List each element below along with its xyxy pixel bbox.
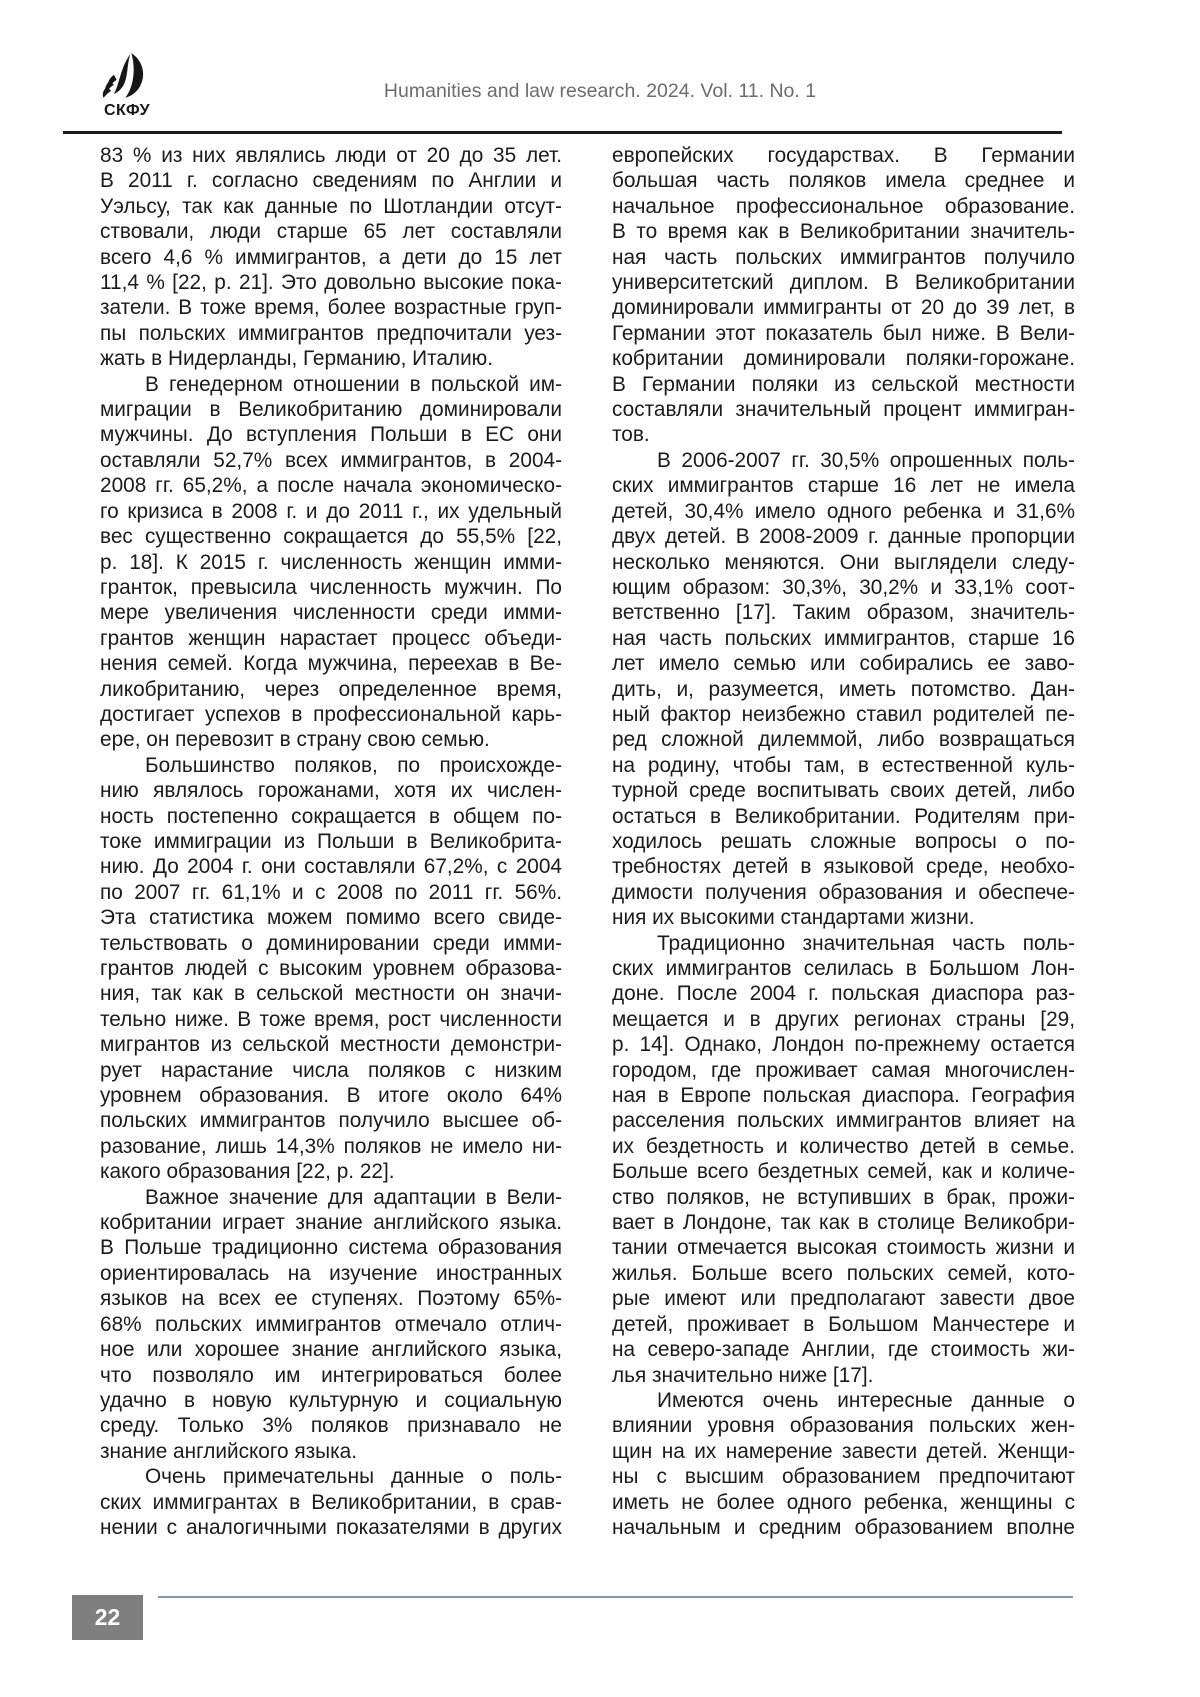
text-line: грантов людей с высоким уровнем образова- bbox=[100, 957, 562, 980]
text-line: влиянии уровня образования польских жен- bbox=[612, 1414, 1075, 1438]
text-line: ный фактор неизбежно ставил родителей пе- bbox=[612, 702, 1075, 726]
text-line: нию являлось горожанами, хотя их числен- bbox=[100, 779, 562, 803]
text-line: доне. После 2004 г. польская диаспора раз- bbox=[612, 982, 1075, 1006]
text-line: тельно ниже. В тоже время, рост численности bbox=[100, 1007, 562, 1031]
page-number-badge: 22 bbox=[72, 1595, 143, 1640]
text-line: рует нарастание числа поляков с низким bbox=[100, 1058, 562, 1082]
text-line: ная в Европе польская диаспора. География bbox=[612, 1084, 1075, 1108]
text-line: детей, проживает в Большом Манчестере и bbox=[612, 1312, 1075, 1336]
text-line: по 2007 гг. 61,1% и с 2008 по 2011 гг. 56%. bbox=[100, 880, 562, 904]
text-line: ны с высшим образованием предпочитают bbox=[612, 1465, 1075, 1489]
text-line: дить, и, разумеется, иметь потомство. Дан- bbox=[612, 677, 1075, 701]
text-line: университетский диплом. В Великобритании bbox=[612, 271, 1075, 295]
text-line: ходилось решать сложные вопросы о по- bbox=[612, 829, 1075, 853]
text-line: го кризиса в 2008 г. и до 2011 г., их удельный bbox=[100, 499, 562, 523]
text-line: Германии этот показатель был ниже. В Вели- bbox=[612, 321, 1075, 345]
text-line: пы польских иммигрантов предпочитали уез- bbox=[100, 321, 562, 345]
text-line: вес существенно сокращается до 55,5% [22, bbox=[100, 525, 562, 549]
text-line: остаться в Великобритании. Родителям при- bbox=[612, 804, 1075, 828]
text-line: миграции в Великобританию доминировали bbox=[100, 398, 562, 422]
text-line: на северо-западе Англии, где стоимость жи- bbox=[612, 1338, 1075, 1362]
text-line: ских иммигрантов старше 16 лет не имела bbox=[612, 474, 1075, 498]
text-line: несколько меняются. Они выглядели следу- bbox=[612, 550, 1075, 574]
text-line: нию. До 2004 г. они составляли 67,2%, с 2004 bbox=[100, 855, 562, 879]
text-line: рые имеют или предполагают завести двое bbox=[612, 1287, 1075, 1311]
text-line: ность постепенно сокращается в общем по- bbox=[100, 804, 562, 828]
text-line: детей, 30,4% имело одного ребенка и 31,6% bbox=[612, 499, 1075, 523]
text-line: городом, где проживает самая многочислен- bbox=[612, 1058, 1075, 1082]
text-line: тов. bbox=[612, 423, 650, 447]
text-line: мужчины. До вступления Польши в ЕС они bbox=[100, 423, 562, 447]
text-line: ских иммигрантов селилась в Большом Лон- bbox=[612, 957, 1075, 980]
text-line: большая часть поляков имела среднее и bbox=[612, 169, 1075, 193]
text-line: мигрантов из сельской местности демонстри- bbox=[100, 1033, 562, 1057]
text-line: жилья. Больше всего польских семей, кото- bbox=[612, 1261, 1075, 1285]
text-line: Имеются очень интересные данные о bbox=[657, 1388, 1075, 1412]
text-line: гранток, превысила численность мужчин. По bbox=[100, 575, 562, 599]
text-line: В 2011 г. согласно сведениям по Англии и bbox=[100, 169, 562, 193]
text-line: их бездетность и количество детей в семье. bbox=[612, 1134, 1075, 1158]
text-line: разование, лишь 14,3% поляков не имело ни- bbox=[100, 1134, 562, 1158]
text-line: что позволяло им интегрироваться более bbox=[100, 1363, 562, 1387]
text-line: удачно в новую культурную и социальную bbox=[100, 1388, 562, 1412]
text-line: ния их высокими стандартами жизни. bbox=[612, 906, 975, 930]
text-line: В Германии поляки из сельской местности bbox=[612, 372, 1075, 396]
text-column-left bbox=[100, 143, 562, 1540]
text-line: В 2006-2007 гг. 30,5% опрошенных поль- bbox=[657, 448, 1075, 472]
text-line: нения семей. Когда мужчина, переехав в Ве- bbox=[100, 652, 562, 676]
text-line: ствовали, люди старше 65 лет составляли bbox=[100, 220, 562, 244]
text-line: европейских государствах. В Германии bbox=[612, 144, 1075, 167]
text-line: ния, так как в сельской местности он значи- bbox=[100, 982, 562, 1006]
text-line: какого образования [22, p. 22]. bbox=[100, 1160, 395, 1184]
text-line: мещается и в других регионах страны [29, bbox=[612, 1007, 1075, 1031]
text-line: ориентировалась на изучение иностранных bbox=[100, 1261, 562, 1285]
text-line: достигает успехов в профессиональной карь- bbox=[100, 702, 562, 726]
text-line: ских иммигрантах в Великобритании, в срав- bbox=[100, 1490, 562, 1514]
text-line: лет имело семью или собирались ее заво- bbox=[612, 652, 1075, 676]
text-line: 83 % из них являлись люди от 20 до 35 лет. bbox=[100, 144, 562, 167]
text-line: ная часть польских иммигрантов получило bbox=[612, 245, 1075, 269]
text-line: ное или хорошее знание английского языка, bbox=[100, 1338, 562, 1362]
text-line: доминировали иммигранты от 20 до 39 лет, в bbox=[612, 296, 1075, 320]
text-line: Большинство поляков, по происхожде- bbox=[145, 753, 562, 777]
journal-title: Humanities and law research. 2024. Vol. 11. No. 1 bbox=[383, 80, 817, 102]
text-line: В то время как в Великобритании значитель- bbox=[612, 220, 1075, 244]
text-column-right bbox=[612, 143, 1075, 1540]
text-line: Больше всего бездетных семей, как и количе- bbox=[612, 1160, 1075, 1184]
text-line: ная часть польских иммигрантов, старше 16 bbox=[612, 626, 1075, 650]
text-line: ство поляков, не вступивших в брак, прожи- bbox=[612, 1185, 1075, 1209]
footer-rule bbox=[158, 1596, 1073, 1598]
text-line: Очень примечательны данные о поль- bbox=[145, 1465, 562, 1489]
text-line: тании отмечается высокая стоимость жизни и bbox=[612, 1236, 1075, 1260]
text-line: начальное профессиональное образование. bbox=[612, 194, 1075, 218]
text-line: расселения польских иммигрантов влияет на bbox=[612, 1109, 1075, 1133]
text-line: p. 14]. Однако, Лондон по-прежнему остается bbox=[612, 1033, 1075, 1057]
text-line: языков на всех ее ступенях. Поэтому 65%- bbox=[100, 1287, 562, 1311]
text-line: нении с аналогичными показателями в других bbox=[100, 1515, 562, 1539]
text-line: всего 4,6 % иммигрантов, а дети до 15 лет bbox=[100, 245, 562, 269]
text-line: димости получения образования и обеспече- bbox=[612, 880, 1075, 904]
text-line: Традиционно значительная часть поль- bbox=[657, 931, 1075, 955]
text-line: В Польше традиционно система образования bbox=[100, 1236, 562, 1260]
text-line: 2008 гг. 65,2%, а после начала экономическо- bbox=[100, 474, 562, 498]
text-line: щин на их намерение завести детей. Женщи- bbox=[612, 1439, 1075, 1463]
header-rule bbox=[63, 131, 1062, 134]
text-line: лья значительно ниже [17]. bbox=[612, 1363, 874, 1387]
text-line: двух детей. В 2008-2009 г. данные пропорции bbox=[612, 525, 1075, 549]
text-line: затели. В тоже время, более возрастные груп- bbox=[100, 296, 562, 320]
text-line: токе иммиграции из Польши в Великобрита- bbox=[100, 829, 562, 853]
text-line: уровнем образования. В итоге около 64% bbox=[100, 1084, 562, 1108]
text-line: вает в Лондоне, так как в столице Великобри- bbox=[612, 1211, 1075, 1235]
text-line: начальным и средним образованием вполне bbox=[612, 1515, 1075, 1539]
text-line: p. 18]. К 2015 г. численность женщин имми- bbox=[100, 550, 562, 574]
text-line: турной среде воспитывать своих детей, либо bbox=[612, 779, 1075, 803]
text-line: ветственно [17]. Таким образом, значитель- bbox=[612, 601, 1075, 625]
text-line: грантов женщин нарастает процесс объеди- bbox=[100, 626, 562, 650]
text-line: требностях детей в языковой среде, необхо- bbox=[612, 855, 1075, 879]
text-line: тельствовать о доминировании среди имми- bbox=[100, 931, 562, 955]
university-logo-label: СКФУ bbox=[103, 102, 151, 119]
text-line: Уэльсу, так как данные по Шотландии отсут- bbox=[100, 194, 562, 218]
text-line: Эта статистика можем помимо всего свиде- bbox=[100, 906, 562, 930]
text-line: кобритании играет знание английского языка. bbox=[100, 1211, 562, 1235]
text-line: составляли значительный процент иммигран- bbox=[612, 398, 1075, 422]
text-line: ющим образом: 30,3%, 30,2% и 33,1% соот- bbox=[612, 575, 1075, 599]
text-line: ере, он перевозит в страну свою семью. bbox=[100, 728, 490, 752]
text-line: оставляли 52,7% всех иммигрантов, в 2004- bbox=[100, 448, 562, 472]
text-line: кобритании доминировали поляки-горожане. bbox=[612, 347, 1075, 371]
text-line: ред сложной дилеммой, либо возвращаться bbox=[612, 728, 1075, 752]
text-line: польских иммигрантов получило высшее об- bbox=[100, 1109, 562, 1133]
text-line: 11,4 % [22, p. 21]. Это довольно высокие пока- bbox=[100, 271, 562, 295]
text-line: на родину, чтобы там, в естественной куль- bbox=[612, 753, 1075, 777]
text-line: иметь не более одного ребенка, женщины с bbox=[612, 1490, 1075, 1514]
text-line: знание английского языка. bbox=[100, 1439, 357, 1463]
text-line: мере увеличения численности среди имми- bbox=[100, 601, 562, 625]
text-line: жать в Нидерланды, Германию, Италию. bbox=[100, 347, 494, 371]
text-line: 68% польских иммигрантов отмечало отлич- bbox=[100, 1312, 562, 1336]
text-line: В генедерном отношении в польской им- bbox=[145, 372, 562, 396]
text-line: ликобританию, через определенное время, bbox=[100, 677, 562, 701]
text-line: Важное значение для адаптации в Вели- bbox=[145, 1185, 562, 1209]
text-line: среду. Только 3% поляков признавало не bbox=[100, 1414, 562, 1438]
